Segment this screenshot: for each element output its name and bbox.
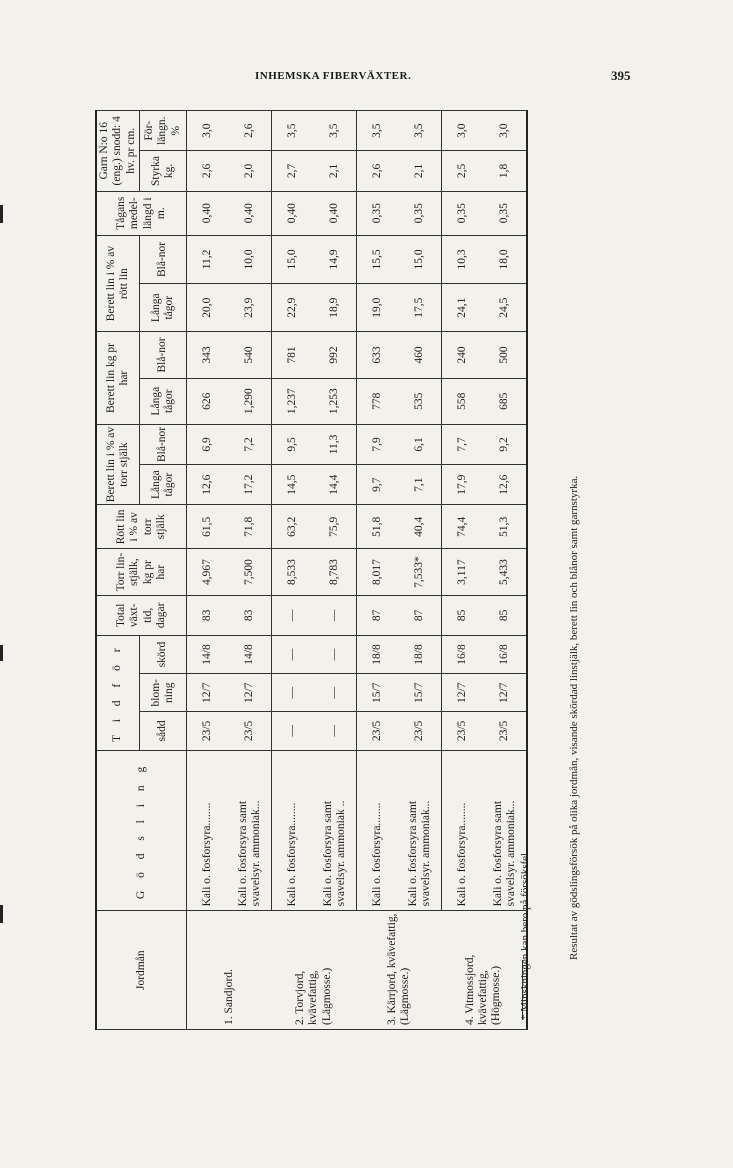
berett-pct-langa-cell: 17,2 [229, 465, 272, 505]
styrka-cell: 2,0 [229, 151, 272, 191]
berett-kg-langa-cell: 1,253 [314, 378, 357, 424]
scan-edge-mark [0, 645, 3, 661]
berett-rott-langa-cell: 19,0 [357, 284, 400, 332]
torr-cell: 3,117 [442, 549, 485, 595]
header-total: Total växt-tid, dagar [96, 595, 187, 635]
header-torr: Torr lin-stjälk, kg pr har [96, 549, 187, 595]
fertilizer-cell: Kali o. fosforsyra........ [357, 750, 400, 911]
header-blanor: Blå-nor [140, 332, 187, 378]
fertilizer-cell: Kali o. fosforsyra........ [187, 750, 230, 911]
fertilizer-cell: Kali o. fosforsyra samt svavelsyr. ammoniak .. [314, 750, 357, 911]
header-blanor: Blå-nor [140, 424, 187, 464]
blom-cell: 12/7 [229, 674, 272, 712]
berett-pct-langa-cell: 17,9 [442, 465, 485, 505]
blom-cell: 12/7 [187, 674, 230, 712]
skord-cell: — [314, 635, 357, 673]
footnote: * Minskningen kan bero på försöksfel. [519, 850, 531, 1020]
tagans-cell: 0,35 [484, 191, 527, 235]
running-header: INHEMSKA FIBERVÄXTER. [255, 70, 412, 82]
berett-kg-blanor-cell: 343 [187, 332, 230, 378]
berett-rott-blanor-cell: 14,9 [314, 235, 357, 283]
tagans-cell: 0,40 [314, 191, 357, 235]
header-langa: Långa tågor [140, 284, 187, 332]
berett-pct-blanor-cell: 9,5 [272, 424, 315, 464]
rott-cell: 61,5 [187, 505, 230, 549]
forlangn-cell: 3,0 [442, 111, 485, 151]
table-caption: Resultat av gödslingsförsök på olika jordmån, visande skördad linstjälk, berett lin och blånor samt garnstyrka. [568, 475, 580, 960]
skord-cell: — [272, 635, 315, 673]
skord-cell: 16/8 [442, 635, 485, 673]
scan-edge-mark [0, 905, 3, 923]
blom-cell: — [272, 674, 315, 712]
tagans-cell: 0,40 [272, 191, 315, 235]
fertilizer-cell: Kali o. fosforsyra samt svavelsyr. ammoniak... [229, 750, 272, 911]
header-tid-for: T i d f ö r [96, 635, 140, 750]
styrka-cell: 2,6 [187, 151, 230, 191]
header-styrka: Styrka kg. [140, 151, 187, 191]
berett-pct-blanor-cell: 7,9 [357, 424, 400, 464]
fertilizer-results-table [95, 110, 528, 1030]
soil-cell: 1. Sandjord. [187, 911, 272, 1030]
berett-rott-langa-cell: 20,0 [187, 284, 230, 332]
berett-pct-blanor-cell: 9,2 [484, 424, 527, 464]
forlangn-cell: 3,5 [314, 111, 357, 151]
sadd-cell: 23/5 [442, 712, 485, 750]
styrka-cell: 1,8 [484, 151, 527, 191]
blom-cell: 12/7 [442, 674, 485, 712]
header-langa: Långa tågor [140, 378, 187, 424]
table-row [187, 111, 230, 1030]
berett-kg-langa-cell: 558 [442, 378, 485, 424]
berett-rott-blanor-cell: 18,0 [484, 235, 527, 283]
berett-pct-blanor-cell: 6,1 [399, 424, 442, 464]
torr-cell: 8,783 [314, 549, 357, 595]
berett-pct-blanor-cell: 7,2 [229, 424, 272, 464]
table-row [314, 111, 357, 1030]
styrka-cell: 2,1 [399, 151, 442, 191]
berett-pct-langa-cell: 14,4 [314, 465, 357, 505]
berett-kg-blanor-cell: 460 [399, 332, 442, 378]
berett-kg-langa-cell: 535 [399, 378, 442, 424]
fertilizer-cell: Kali o. fosforsyra........ [442, 750, 485, 911]
skord-cell: 18/8 [357, 635, 400, 673]
berett-rott-langa-cell: 22,9 [272, 284, 315, 332]
header-garn: Garn N:o 16 (eng.) snodd: 4 hv. pr cm. [96, 111, 140, 192]
fertilizer-cell: Kali o. fosforsyra........ [272, 750, 315, 911]
berett-rott-blanor-cell: 10,0 [229, 235, 272, 283]
rott-cell: 74,4 [442, 505, 485, 549]
berett-pct-langa-cell: 9,7 [357, 465, 400, 505]
forlangn-cell: 3,0 [484, 111, 527, 151]
torr-cell: 8,017 [357, 549, 400, 595]
blom-cell: — [314, 674, 357, 712]
total-cell: 83 [229, 595, 272, 635]
berett-rott-langa-cell: 18,9 [314, 284, 357, 332]
total-cell: 83 [187, 595, 230, 635]
fertilizer-cell: Kali o. fosforsyra samt svavelsyr. ammoniak... [399, 750, 442, 911]
blom-cell: 12/7 [484, 674, 527, 712]
skord-cell: 14/8 [187, 635, 230, 673]
styrka-cell: 2,6 [357, 151, 400, 191]
table-row [399, 111, 442, 1030]
berett-rott-blanor-cell: 10,3 [442, 235, 485, 283]
berett-kg-langa-cell: 685 [484, 378, 527, 424]
berett-kg-blanor-cell: 781 [272, 332, 315, 378]
berett-pct-blanor-cell: 6,9 [187, 424, 230, 464]
berett-kg-langa-cell: 778 [357, 378, 400, 424]
torr-cell: 7,533* [399, 549, 442, 595]
tagans-cell: 0,35 [399, 191, 442, 235]
rott-cell: 40,4 [399, 505, 442, 549]
rotated-table-block [95, 110, 545, 1030]
table-row [229, 111, 272, 1030]
styrka-cell: 2,7 [272, 151, 315, 191]
berett-rott-langa-cell: 17,5 [399, 284, 442, 332]
skord-cell: 16/8 [484, 635, 527, 673]
berett-kg-langa-cell: 1,290 [229, 378, 272, 424]
sadd-cell: 23/5 [484, 712, 527, 750]
forlangn-cell: 3,5 [399, 111, 442, 151]
berett-rott-langa-cell: 23,9 [229, 284, 272, 332]
berett-kg-blanor-cell: 240 [442, 332, 485, 378]
berett-rott-blanor-cell: 15,0 [272, 235, 315, 283]
table-row [272, 111, 315, 1030]
fertilizer-cell: Kali o. fosforsyra samt svavelsyr. ammoniak... [484, 750, 527, 911]
soil-cell: 3. Kärrjord, kvävefattig, (Lägmosse.) [357, 911, 442, 1030]
header-rott: Rött lin i % av torr stjälk [96, 505, 187, 549]
skord-cell: 18/8 [399, 635, 442, 673]
header-blomning: blom-ning [140, 674, 187, 712]
berett-pct-langa-cell: 12,6 [187, 465, 230, 505]
torr-cell: 8,533 [272, 549, 315, 595]
blom-cell: 15/7 [357, 674, 400, 712]
header-berett-rott: Berett lin i % av rött lin [96, 235, 140, 332]
styrka-cell: 2,5 [442, 151, 485, 191]
header-forlangn: För-längn. % [140, 111, 187, 151]
torr-cell: 7,500 [229, 549, 272, 595]
total-cell: — [272, 595, 315, 635]
berett-pct-langa-cell: 7,1 [399, 465, 442, 505]
total-cell: 87 [357, 595, 400, 635]
soil-cell: 2. Torvjord, kvävefattig, (Lägmosse.) [272, 911, 357, 1030]
scan-edge-mark [0, 205, 3, 223]
skord-cell: 14/8 [229, 635, 272, 673]
total-cell: 87 [399, 595, 442, 635]
total-cell: — [314, 595, 357, 635]
berett-rott-blanor-cell: 15,0 [399, 235, 442, 283]
table-row [357, 111, 400, 1030]
header-blanor: Blå-nor [140, 235, 187, 283]
berett-pct-blanor-cell: 11,3 [314, 424, 357, 464]
forlangn-cell: 3,5 [272, 111, 315, 151]
torr-cell: 4,967 [187, 549, 230, 595]
sadd-cell: 23/5 [187, 712, 230, 750]
torr-cell: 5,433 [484, 549, 527, 595]
rott-cell: 51,8 [357, 505, 400, 549]
blom-cell: 15/7 [399, 674, 442, 712]
header-berett-pct: Berett lin i % av torr stjälk [96, 424, 140, 504]
berett-rott-langa-cell: 24,5 [484, 284, 527, 332]
soil-cell: 4. Vitmossjord, kvävefattig, (Högmosse.) [442, 911, 528, 1030]
header-langa: Långa tågor [140, 465, 187, 505]
sadd-cell: 23/5 [229, 712, 272, 750]
rott-cell: 63,2 [272, 505, 315, 549]
tagans-cell: 0,35 [442, 191, 485, 235]
tagans-cell: 0,40 [229, 191, 272, 235]
total-cell: 85 [442, 595, 485, 635]
berett-rott-langa-cell: 24,1 [442, 284, 485, 332]
header-tagans: Tågans medel-längd i m. [96, 191, 187, 235]
rott-cell: 71,8 [229, 505, 272, 549]
berett-rott-blanor-cell: 15,5 [357, 235, 400, 283]
berett-kg-blanor-cell: 540 [229, 332, 272, 378]
forlangn-cell: 3,0 [187, 111, 230, 151]
tagans-cell: 0,40 [187, 191, 230, 235]
berett-kg-blanor-cell: 633 [357, 332, 400, 378]
total-cell: 85 [484, 595, 527, 635]
header-sadd: sådd [140, 712, 187, 750]
sadd-cell: — [272, 712, 315, 750]
styrka-cell: 2,1 [314, 151, 357, 191]
tagans-cell: 0,35 [357, 191, 400, 235]
berett-rott-blanor-cell: 11,2 [187, 235, 230, 283]
berett-kg-langa-cell: 1,237 [272, 378, 315, 424]
berett-pct-langa-cell: 14,5 [272, 465, 315, 505]
berett-pct-langa-cell: 12,6 [484, 465, 527, 505]
header-skord: skörd [140, 635, 187, 673]
forlangn-cell: 2,6 [229, 111, 272, 151]
berett-kg-langa-cell: 626 [187, 378, 230, 424]
sadd-cell: — [314, 712, 357, 750]
berett-kg-blanor-cell: 992 [314, 332, 357, 378]
forlangn-cell: 3,5 [357, 111, 400, 151]
rott-cell: 51,3 [484, 505, 527, 549]
page-number: 395 [611, 68, 631, 83]
berett-kg-blanor-cell: 500 [484, 332, 527, 378]
sadd-cell: 23/5 [357, 712, 400, 750]
table-row [442, 111, 485, 1030]
sadd-cell: 23/5 [399, 712, 442, 750]
rott-cell: 75,9 [314, 505, 357, 549]
header-berett-kg: Berett lin kg pr har [96, 332, 140, 424]
header-jordman: Jordmån [96, 911, 187, 1030]
header-godsling: G ö d s l i n g [96, 750, 187, 911]
berett-pct-blanor-cell: 7,7 [442, 424, 485, 464]
